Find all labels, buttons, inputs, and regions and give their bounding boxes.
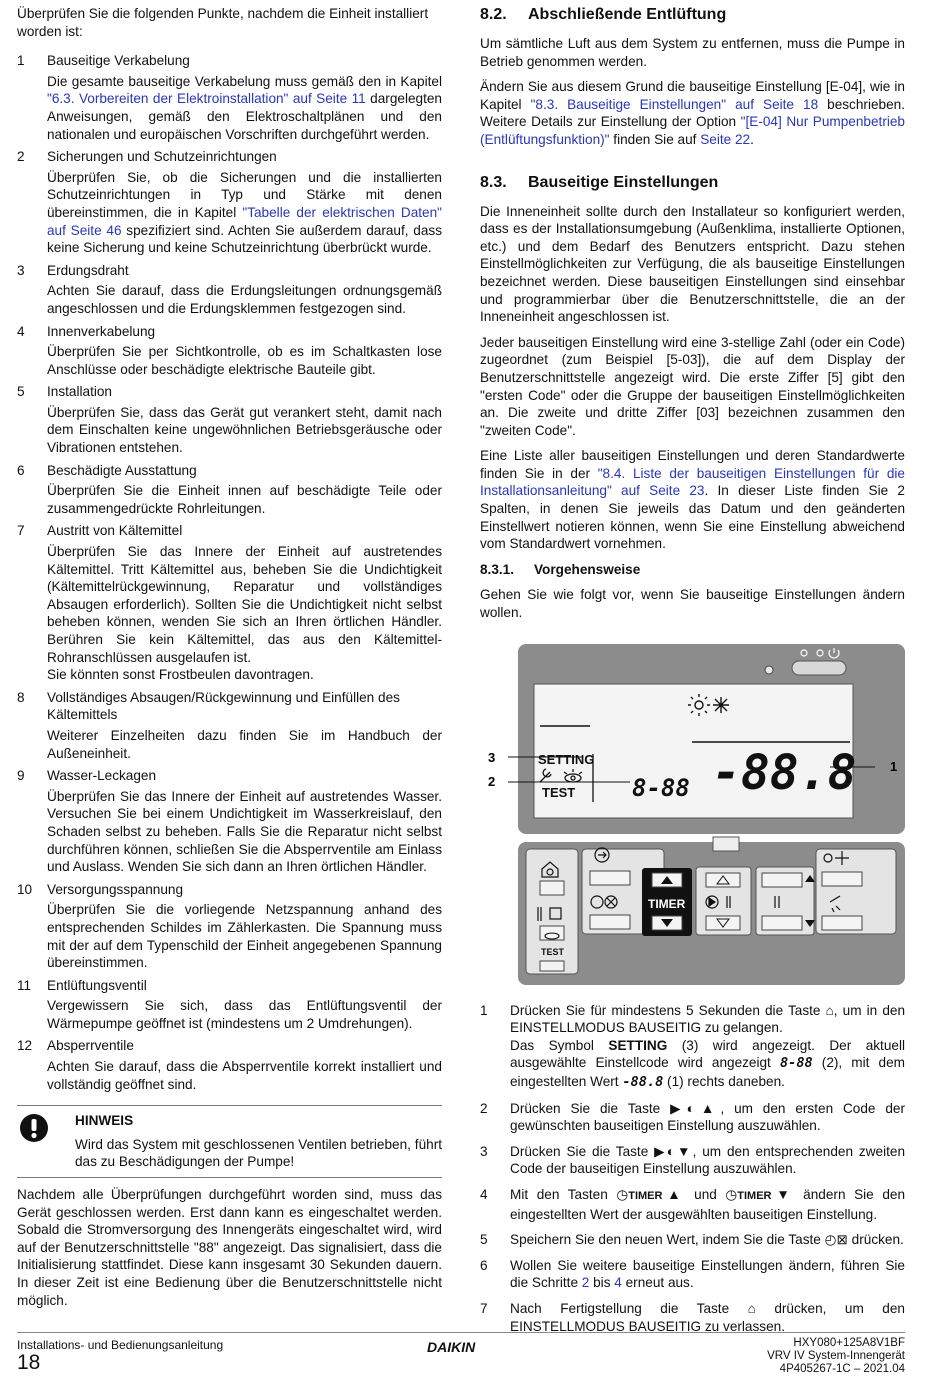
small-top-button <box>713 837 739 851</box>
link-8-4[interactable]: "8.4. Liste der bauseitigen Einstellungen für die Installationsanleitung" auf Seite 23 <box>480 465 905 499</box>
checklist-item <box>17 262 442 318</box>
item-body: Achten Sie darauf, dass die Absperrventile korrekt installiert und vollständig geöffnet sind. <box>47 1059 442 1092</box>
button-program <box>590 871 630 885</box>
button-save <box>590 915 630 929</box>
checklist-item <box>17 1037 442 1093</box>
checklist-item <box>17 977 442 1033</box>
step-1: 1 Drücken Sie für mindestens 5 Sekunden die Taste ⌂, um in den EINSTELLMODUS BAUSEITIG zu gelangen. Das Symbol SETTING (3) wird angezeigt. Der aktuell ausgewählte Einstellcode wird angezeigt 8-88 (2), mit dem eingestellten Wert -88.8 (1) rechts daneben. <box>480 1002 905 1090</box>
link-step-2[interactable]: 2 <box>581 1275 590 1291</box>
item-body: Vergewissern Sie sich, dass das Entlüftungsventil der Wärmepumpe geöffnet ist (mindestens um 2 Umdrehungen). <box>47 998 442 1031</box>
button-timer-mode <box>540 881 564 895</box>
item-title: Vollständiges Absaugen/Rückgewinnung und Einfüllen des Kältemittels <box>47 689 400 723</box>
step-3: 3 Drücken Sie die Taste ▶◐▼, um den entsprechenden zweiten Code der bauseitigen Einstellung auszuwählen. <box>480 1143 906 1177</box>
item-title: Wasser-Leckagen <box>47 768 157 784</box>
item-number: 9 <box>17 768 25 784</box>
section-8-3-p2: Jeder bauseitigen Einstellung wird eine 3-stellige Zahl (oder ein Code) zugeordnet (zum Beispiel [5-03]), die auf dem Display der Benutzerschnittstelle angezeigt wird. Die erste Ziffer [5] gibt den "ersten Code" oder die Gruppe der bauseitigen Einstellmöglichkeiten an. Die zweite und dritte Ziffer [03] bezeichnen zusammen den "zweiten Code". <box>480 334 905 438</box>
item-number: 5 <box>17 384 25 400</box>
note-text: Wird das System mit geschlossenen Ventilen betrieben, führt das zu Beschädigungen der Pumpe! <box>75 1136 442 1170</box>
section-8-3-p3: Eine Liste aller bauseitigen Einstellungen und deren Standardwerte finden Sie in der "8.4. Liste der bauseitigen Einstellungen für die Installationsanleitung" auf Seite 23. In dieser Liste finden Sie 2 Spalten, in denen Sie jeweils das Datum und den geänderten Einstellwert notieren können, wenn Sie eine Einstellung abweichend vom Standardwert vornehmen. <box>480 448 905 552</box>
lcd-setting-label: SETTING <box>538 751 595 767</box>
step-2: 2 Drücken Sie die Taste ▶◐▲, um den ersten Code der gewünschten bauseitigen Einstellung auszuwählen. <box>480 1100 905 1134</box>
checklist <box>17 52 442 1093</box>
daikin-logo <box>427 1339 497 1360</box>
timer-label: TIMER <box>648 896 686 911</box>
button-temp-up <box>762 873 802 887</box>
checklist-item <box>17 522 442 683</box>
item-title: Erdungsdraht <box>47 262 129 278</box>
button-code-down <box>706 916 740 930</box>
led-indicator <box>765 666 773 674</box>
section-8-3-1-heading: 8.3.1. Vorgehensweise <box>480 561 641 577</box>
item-body: Überprüfen Sie die vorliegende Netzspannung anhand des entsprechenden Schildes im Zählerkasten. Die Spannung muss mit der auf dem Typenschild der Einheit angegebenen Spannung übereinstimmen. <box>47 902 442 971</box>
checklist-item <box>17 881 442 972</box>
timer-down-icon: ◷ <box>725 1186 738 1202</box>
item-number: 6 <box>17 462 25 478</box>
item-number: 11 <box>17 977 32 993</box>
link-e04[interactable]: "[E-04] Nur Pumpenbetrieb (Entlüftungsfunktion)" <box>480 114 905 147</box>
timer-up-icon: ◷ <box>616 1186 629 1202</box>
button-temp-down <box>762 916 802 930</box>
button-code-up <box>706 873 740 887</box>
closing-paragraph: Nachdem alle Überprüfungen durchgeführt worden sind, muss das Gerät geschlossen werden. Erst dann kann es eingeschaltet werden. Sobald die Stromversorgung des Innengeräts eingeschaltet wird, wird auf der Benutzerschnittstelle "88" angezeigt. Das signalisiert, dass die Initialisierung stattfindet. Diese kann insgesamt 30 Sekunden dauern. In dieser Zeit ist eine Bedienung über die Benutzerschnittstelle nicht möglich. <box>17 1187 442 1308</box>
lcd-test-label: TEST <box>542 784 576 800</box>
checklist-item <box>17 767 442 876</box>
item-title: Bauseitige Verkabelung <box>47 53 190 69</box>
item-body: Weiterer Einzelheiten dazu finden Sie im Handbuch der Außeneinheit. <box>47 727 442 761</box>
intro-text: Überprüfen Sie die folgenden Punkte, nachdem die Einheit installiert worden ist: <box>17 6 429 39</box>
item-body: Überprüfen Sie das Innere der Einheit auf austretendes Kältemittel. Tritt Kältemittel aus, beheben Sie die Undichtigkeit (Kältemittelrückgewinnung, Reparatur und vollständiges Absaugen erforderlich). Sollten Sie die Undichtigkeit nicht selbst beheben können, wenden Sie sich an Ihren örtlichen Händler. Berühren Sie kein Kältemittel, das aus den Kältemittel-Rohranschlüssen ausgelaufen ist. Sie könnten sonst Frostbeulen davontragen. <box>47 544 442 683</box>
callout-1: 1 <box>890 758 898 774</box>
left-column <box>17 5 442 1309</box>
callout-2: 2 <box>488 773 496 789</box>
item-number: 3 <box>17 262 25 278</box>
remote-controller-figure <box>480 644 905 989</box>
page-footer <box>17 1332 905 1375</box>
section-8-3-p1: Die Inneneinheit sollte durch den Installateur so konfiguriert werden, dass es der Installationsumgebung (Außenklima, installierte Optionen, etc.) und dem Bedarf des Benutzers entspricht. Dazu stehen Einstellmöglichkeiten zur Verfügung, die als bauseitige Einstellungen bezeichnet werden. Diese bauseitigen Einstellungen sind einsehbar und programmierbar über die Benutzerschnittstelle, die an der Inneneinheit angeschlossen ist. <box>480 203 905 325</box>
checklist-item <box>17 148 442 257</box>
test-button-label: TEST <box>541 946 565 957</box>
checklist-item <box>17 323 442 379</box>
section-8-2-heading: 8.2. Abschließende Entlüftung <box>480 6 727 23</box>
svg-text:DAIKIN: DAIKIN <box>427 1339 476 1355</box>
item-body: Überprüfen Sie, dass das Gerät gut verankert steht, damit nach dem Einschalten keine ungewöhnlichen Betriebsgeräusche oder Vibrationen entstehen. <box>47 404 442 456</box>
item-title: Austritt von Kältemittel <box>47 523 183 539</box>
house-icon: ⌂ <box>747 1300 756 1316</box>
step-7: 7 Nach Fertigstellung die Taste ⌂ drücken, um den EINSTELLMODUS BAUSEITIG zu verlassen. <box>480 1300 905 1334</box>
lcd-value-digits: -88.8 <box>712 744 857 801</box>
item-body: Überprüfen Sie per Sichtkontrolle, ob es im Schaltkasten lose Anschlüsse oder beschädigte elektrische Bauteile gibt. <box>47 344 442 377</box>
exclamation-icon <box>19 1113 49 1143</box>
link-step-4[interactable]: 4 <box>614 1275 622 1291</box>
item-number: 2 <box>17 149 25 165</box>
item-body: Überprüfen Sie, ob die Sicherungen und die installierten Schutzeinrichtungen in Typ und Stärke mit denen übereinstimmen, die in Kapitel "Tabelle der elektrischen Daten" auf Seite 46 spezifiziert sind. Achten Sie außerdem darauf, dass keine Sicherung und keine Schutzeinrichtung überbrückt wurde. <box>47 169 443 256</box>
item-number: 10 <box>17 881 33 897</box>
footer-model-info: HXY080+125A8V1BF VRV IV System-Innengerät 4P405267-1C – 2021.04 <box>767 1337 905 1375</box>
item-title: Entlüftungsventil <box>47 977 147 993</box>
item-title: Sicherungen und Schutzeinrichtungen <box>47 149 277 165</box>
play-up-icon: ▶◐▲ <box>670 1100 721 1116</box>
step-5: 5 Speichern Sie den neuen Wert, indem Sie die Taste ◴⊠ drücken. <box>480 1232 904 1248</box>
item-number: 1 <box>17 53 25 69</box>
checklist-item <box>17 462 442 518</box>
item-number: 12 <box>17 1038 33 1054</box>
item-number: 4 <box>17 323 25 339</box>
item-title: Installation <box>47 384 112 400</box>
note-box <box>17 1105 442 1178</box>
page-number: 18 <box>17 1351 41 1374</box>
play-down-icon: ▶◐▼ <box>654 1143 693 1159</box>
note-title: HINWEIS <box>75 1113 134 1129</box>
link-page-22[interactable]: Seite 22 <box>700 131 751 147</box>
item-link[interactable]: "6.3. Vorbereiten der Elektroinstallation" auf Seite 11 <box>47 91 366 107</box>
item-title: Versorgungsspannung <box>47 881 184 897</box>
item-body: Überprüfen Sie die Einheit innen auf beschädigte Teile oder zusammengedrückte Rohrleitungen. <box>47 483 442 516</box>
clock-cancel-icon: ◴⊠ <box>824 1232 848 1248</box>
button-heat-cool <box>822 872 862 886</box>
item-body: Achten Sie darauf, dass die Erdungsleitungen ordnungsgemäß angeschlossen und die Erdungsklemmen festgezogen sind. <box>47 283 442 316</box>
section-8-2-p2: Ändern Sie aus diesem Grund die bauseitige Einstellung [E-04], wie in Kapitel "8.3. Bauseitige Einstellungen" auf Seite 18 beschrieben. Weitere Details zur Einstellung der Option "[E-04] Nur Pumpenbetrieb (Entlüftungsfunktion)" finden Sie auf Seite 22. <box>480 79 905 147</box>
item-title: Absperrventile <box>47 1038 134 1054</box>
house-icon: ⌂ <box>825 1002 834 1018</box>
section-8-2-p1: Um sämtliche Luft aus dem System zu entfernen, muss die Pumpe in Betrieb genommen werden. <box>480 36 905 69</box>
button-dhw <box>822 916 862 930</box>
right-column <box>480 5 905 1343</box>
checklist-item <box>17 383 442 456</box>
callout-3: 3 <box>488 749 496 765</box>
section-8-3-heading: 8.3. Bauseitige Einstellungen <box>480 173 719 191</box>
step-4: 4 Mit den Tasten ◷TIMER▲ und ◷TIMER▼ ändern Sie den eingestellten Wert der ausgewählten bauseitigen Einstellung. <box>480 1186 905 1222</box>
item-body: Die gesamte bauseitige Verkabelung muss gemäß den in Kapitel "6.3. Vorbereiten der Elektroinstallation" auf Seite 11 dargelegten Anweisungen, gemäß den Elektroschaltplänen und den nationalen und europäischen Vorschriften durchgeführt werden. <box>47 73 442 142</box>
lcd-code-digits: 8-88 <box>632 773 690 802</box>
item-title: Innenverkabelung <box>47 323 156 339</box>
section-8-3-1-p1: Gehen Sie wie folgt vor, wenn Sie bauseitige Einstellungen ändern wollen. <box>480 587 905 621</box>
item-link[interactable]: "Tabelle der elektrischen Daten" auf Seite 46 <box>47 204 443 238</box>
checklist-item <box>17 689 442 762</box>
procedure-steps <box>480 1002 905 1336</box>
checklist-item <box>17 52 442 143</box>
item-body: Überprüfen Sie das Innere der Einheit auf austretendes Wasser. Versuchen Sie bei einem Undichtigkeit im Wasserkreislauf, den Schaden selbst zu beheben. Falls Sie die Reparatur nicht selbst durchführen können, schließen Sie die Absperrventile am Einlass und Auslass. Wenden Sie sich dann an Ihren örtlichen Händler. <box>47 788 442 875</box>
item-number: 7 <box>17 523 25 539</box>
item-title: Beschädigte Ausstattung <box>47 462 197 478</box>
footer-doc-title: Installations- und Bedienungsanleitung <box>17 1338 224 1352</box>
step-6: 6 Wollen Sie weitere bauseitige Einstellungen ändern, führen Sie die Schritte 2 bis 4 erneut aus. <box>480 1257 905 1291</box>
item-number: 8 <box>17 689 25 705</box>
onoff-button <box>792 661 846 675</box>
link-8-3[interactable]: "8.3. Bauseitige Einstellungen" auf Seite 18 <box>530 96 819 112</box>
button-test <box>540 961 564 971</box>
